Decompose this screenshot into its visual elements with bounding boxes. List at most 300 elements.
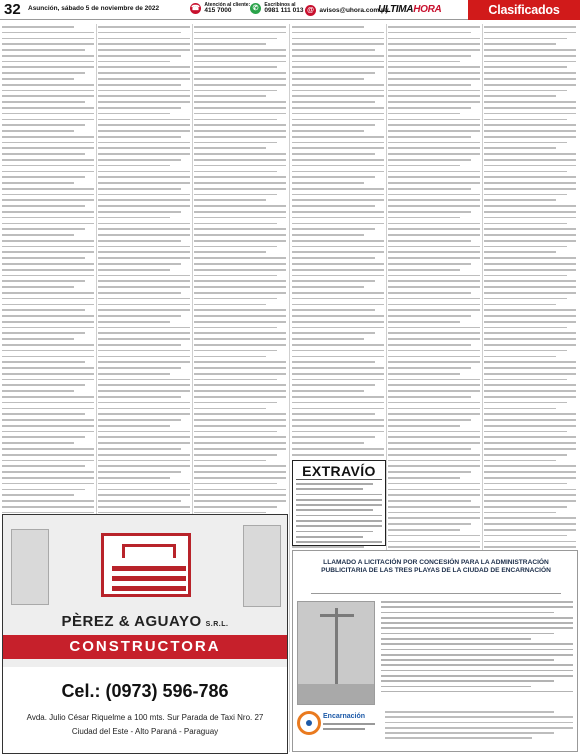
- page-header: [0, 0, 580, 20]
- text-line: [2, 448, 94, 450]
- text-line: [388, 72, 480, 74]
- text-line: [388, 379, 480, 381]
- text-line: [98, 344, 181, 346]
- text-line: [2, 199, 94, 201]
- text-line: [98, 234, 190, 236]
- text-line: [388, 78, 480, 80]
- text-line: [2, 43, 94, 45]
- text-line: [388, 390, 480, 392]
- text-line: [194, 338, 286, 340]
- text-line: [388, 471, 471, 473]
- text-line: [388, 321, 460, 323]
- text-line: [2, 182, 74, 184]
- text-line: [194, 350, 277, 352]
- text-line: [194, 292, 286, 294]
- text-line: [296, 499, 382, 501]
- text-line: [484, 506, 567, 508]
- text-line: [98, 182, 190, 184]
- text-line: [194, 275, 277, 277]
- text-line: [484, 165, 576, 167]
- text-line: [194, 136, 286, 138]
- text-line: [388, 529, 460, 531]
- company-city: Ciudad del Este - Alto Paraná - Paraguay: [71, 727, 219, 736]
- text-line: [2, 217, 94, 219]
- text-line: [98, 361, 190, 363]
- text-line: [484, 280, 576, 282]
- text-line: [98, 494, 190, 496]
- text-line: [2, 165, 94, 167]
- text-line: [194, 506, 277, 508]
- company-name-text: PÈREZ & AGUAYO: [61, 613, 202, 630]
- text-line: [388, 176, 480, 178]
- text-line: [484, 292, 576, 294]
- text-line: [292, 419, 384, 421]
- text-line: [292, 32, 384, 34]
- text-line: [292, 228, 375, 230]
- text-line: [98, 119, 190, 121]
- text-line: [292, 153, 375, 155]
- text-line: [98, 32, 181, 34]
- text-line: [292, 332, 375, 334]
- text-line: [484, 373, 576, 375]
- text-line: [388, 142, 480, 144]
- text-line: [296, 494, 382, 496]
- text-line: [296, 504, 382, 506]
- text-line: [388, 506, 480, 508]
- text-line: [388, 408, 480, 410]
- notice-body: [296, 483, 382, 543]
- text-line: [292, 90, 384, 92]
- text-line: [388, 373, 460, 375]
- text-line: [2, 356, 94, 358]
- text-line: [98, 332, 190, 334]
- text-line: [2, 251, 94, 253]
- text-line: [388, 32, 471, 34]
- text-line: [388, 309, 480, 311]
- text-line: [194, 107, 286, 109]
- text-line: [98, 350, 190, 352]
- text-line: [194, 234, 286, 236]
- text-line: [2, 246, 94, 248]
- text-line: [292, 61, 384, 63]
- text-line: [2, 38, 94, 40]
- text-line: [484, 523, 576, 525]
- text-line: [98, 402, 190, 404]
- text-line: [2, 442, 74, 444]
- text-line: [194, 327, 277, 329]
- text-line: [2, 49, 85, 51]
- text-line: [484, 205, 576, 207]
- text-line: [2, 176, 85, 178]
- text-line: [292, 159, 384, 161]
- text-line: [388, 182, 480, 184]
- text-line: [98, 448, 181, 450]
- text-line: [484, 408, 556, 410]
- text-line: [2, 142, 94, 144]
- text-line: [2, 84, 94, 86]
- text-line: [484, 176, 576, 178]
- text-line: [2, 194, 94, 196]
- text-line: [194, 413, 286, 415]
- text-line: [484, 234, 576, 236]
- text-line: [292, 95, 384, 97]
- text-line: [98, 506, 190, 508]
- text-line: [388, 494, 480, 496]
- text-line: [292, 286, 364, 288]
- text-line: [484, 321, 576, 323]
- text-line: [2, 223, 94, 225]
- text-line: [194, 489, 286, 491]
- text-line: [292, 205, 375, 207]
- text-line: [2, 298, 94, 300]
- text-line: [388, 107, 471, 109]
- text-line: [388, 84, 471, 86]
- text-line: [484, 194, 567, 196]
- text-line: [484, 38, 567, 40]
- text-line: [292, 251, 384, 253]
- text-line: [484, 147, 556, 149]
- text-line: [2, 113, 94, 115]
- text-line: [385, 716, 573, 718]
- text-line: [292, 315, 384, 317]
- text-line: [388, 119, 480, 121]
- text-line: [484, 95, 556, 97]
- text-line: [484, 263, 576, 265]
- text-line: [388, 147, 480, 149]
- text-line: [2, 257, 85, 259]
- text-line: [98, 327, 190, 329]
- text-line: [292, 361, 375, 363]
- text-line: [484, 130, 576, 132]
- column-divider: [289, 24, 290, 752]
- brand-logo-part2: HORA: [413, 4, 442, 15]
- text-line: [381, 659, 554, 661]
- text-line: [484, 338, 576, 340]
- text-line: [388, 338, 480, 340]
- text-line: [385, 711, 554, 713]
- text-line: [98, 194, 190, 196]
- text-line: [98, 113, 170, 115]
- tender-heading: LLAMADO A LICITACIÓN POR CONCESIÓN PARA LA ADMINISTRACIÓN PUBLICITARIA DE LAS TRES PLAYAS DE LA CIUDAD DE ENCARNACIÓN: [321, 559, 551, 574]
- text-line: [388, 350, 480, 352]
- text-line: [98, 292, 181, 294]
- text-line: [2, 477, 94, 479]
- text-line: [484, 356, 556, 358]
- text-line: [194, 246, 277, 248]
- text-line: [98, 396, 181, 398]
- text-line: [292, 171, 384, 173]
- text-line: [98, 43, 190, 45]
- text-line: [2, 240, 94, 242]
- text-line: [194, 171, 277, 173]
- text-line: [194, 298, 277, 300]
- text-line: [381, 649, 573, 651]
- text-line: [2, 344, 94, 346]
- text-line: [2, 269, 94, 271]
- text-line: [292, 147, 384, 149]
- text-line: [2, 500, 94, 502]
- text-line: [98, 280, 190, 282]
- text-line: [484, 529, 576, 531]
- text-line: [98, 460, 190, 462]
- text-line: [2, 280, 85, 282]
- text-line: [2, 315, 94, 317]
- text-line: [388, 263, 471, 265]
- whatsapp-contact: [250, 2, 303, 14]
- text-line: [292, 436, 375, 438]
- text-line: [484, 315, 576, 317]
- text-line: [292, 165, 384, 167]
- text-line: [98, 72, 190, 74]
- text-line: [98, 78, 190, 80]
- text-line: [381, 617, 573, 619]
- company-suffix: S.R.L.: [205, 621, 229, 628]
- customer-service-contact: [190, 2, 250, 14]
- text-line: [98, 384, 190, 386]
- text-line: [98, 217, 170, 219]
- text-line: [2, 107, 94, 109]
- text-line: [292, 257, 375, 259]
- text-line: [388, 95, 480, 97]
- text-line: [194, 43, 266, 45]
- text-line: [194, 425, 286, 427]
- text-line: [292, 136, 384, 138]
- construction-company-ad: [2, 514, 288, 754]
- company-logo-icon: [101, 533, 191, 597]
- text-line: [292, 379, 384, 381]
- municipality-logo: [297, 711, 377, 745]
- text-line: [484, 517, 576, 519]
- text-line: [2, 413, 85, 415]
- text-line: [484, 309, 576, 311]
- text-line: [98, 298, 190, 300]
- text-line: [484, 390, 576, 392]
- text-line: [388, 523, 471, 525]
- text-line: [388, 413, 480, 415]
- text-line: [2, 408, 94, 410]
- text-line: [484, 413, 576, 415]
- text-line: [381, 633, 554, 635]
- text-line: [296, 525, 382, 527]
- text-line: [388, 194, 480, 196]
- text-line: [388, 136, 471, 138]
- text-line: [484, 384, 576, 386]
- text-line: [194, 55, 286, 57]
- text-line: [484, 32, 576, 34]
- text-line: [98, 251, 190, 253]
- text-line: [381, 670, 573, 672]
- text-line: [484, 396, 576, 398]
- text-line: [194, 402, 277, 404]
- text-line: [388, 49, 480, 51]
- text-line: [385, 732, 554, 734]
- text-line: [98, 246, 190, 248]
- text-line: [194, 217, 286, 219]
- text-line: [2, 234, 74, 236]
- text-line: [194, 72, 286, 74]
- text-line: [98, 130, 190, 132]
- text-line: [484, 90, 567, 92]
- text-line: [296, 531, 373, 533]
- email-contact: [305, 5, 389, 16]
- text-line: [292, 234, 364, 236]
- text-line: [388, 269, 460, 271]
- text-line: [194, 494, 286, 496]
- text-line: [98, 228, 190, 230]
- text-line: [98, 379, 190, 381]
- text-line: [484, 471, 576, 473]
- text-line: [381, 601, 573, 603]
- text-line: [388, 205, 480, 207]
- text-line: [484, 182, 576, 184]
- text-line: [388, 234, 480, 236]
- text-line: [296, 541, 382, 543]
- text-line: [2, 384, 85, 386]
- text-line: [484, 431, 567, 433]
- text-line: [484, 425, 576, 427]
- text-line: [194, 384, 286, 386]
- text-line: [388, 361, 480, 363]
- text-line: [194, 356, 266, 358]
- text-line: [98, 500, 181, 502]
- text-line: [388, 315, 471, 317]
- text-line: [98, 240, 181, 242]
- text-line: [292, 344, 384, 346]
- text-line: [292, 350, 384, 352]
- text-line: [194, 240, 286, 242]
- text-line: [194, 431, 277, 433]
- text-line: [2, 471, 94, 473]
- company-phone: Cel.: (0973) 596-786: [61, 681, 229, 701]
- text-line: [98, 223, 190, 225]
- text-line: [98, 211, 181, 213]
- text-line: [484, 512, 556, 514]
- text-line: [388, 251, 480, 253]
- text-line: [194, 361, 286, 363]
- text-line: [194, 176, 286, 178]
- text-line: [2, 483, 94, 485]
- text-line: [388, 171, 480, 173]
- text-line: [194, 182, 286, 184]
- text-line: [388, 246, 480, 248]
- text-line: [2, 78, 74, 80]
- text-line: [2, 159, 94, 161]
- text-line: [194, 379, 277, 381]
- text-line: [381, 638, 531, 640]
- text-line: [194, 408, 266, 410]
- text-line: [98, 408, 190, 410]
- text-line: [194, 188, 286, 190]
- text-line: [484, 171, 567, 173]
- text-line: [381, 606, 573, 608]
- text-line: [484, 269, 576, 271]
- text-line: [292, 113, 384, 115]
- text-line: [292, 442, 364, 444]
- text-line: [388, 327, 480, 329]
- text-line: [381, 627, 573, 629]
- text-line: [2, 436, 85, 438]
- text-line: [98, 431, 190, 433]
- text-line: [292, 211, 384, 213]
- text-line: [2, 286, 74, 288]
- text-line: [98, 136, 181, 138]
- text-line: [98, 263, 181, 265]
- text-line: [194, 165, 286, 167]
- text-line: [194, 448, 286, 450]
- text-line: [194, 211, 286, 213]
- text-line: [484, 546, 576, 548]
- text-line: [194, 130, 286, 132]
- text-line: [194, 199, 266, 201]
- beach-photo: [297, 601, 375, 705]
- text-line: [292, 413, 375, 415]
- text-line: [484, 107, 576, 109]
- text-line: [98, 454, 190, 456]
- text-line: [98, 471, 181, 473]
- text-line: [292, 338, 364, 340]
- text-line: [484, 402, 567, 404]
- text-line: [194, 332, 286, 334]
- text-line: [296, 515, 382, 517]
- text-line: [194, 304, 266, 306]
- text-line: [388, 448, 471, 450]
- text-line: [194, 153, 286, 155]
- text-line: [292, 546, 364, 548]
- text-line: [2, 55, 94, 57]
- text-line: [381, 612, 554, 614]
- text-line: [98, 436, 190, 438]
- municipality-emblem-icon: [297, 711, 321, 735]
- text-line: [194, 205, 286, 207]
- whatsapp-number: 0981 111 013: [264, 7, 304, 14]
- text-line: [2, 26, 74, 28]
- text-line: [388, 124, 480, 126]
- text-line: [2, 153, 85, 155]
- text-line: [98, 483, 190, 485]
- text-line: [292, 55, 384, 57]
- text-line: [194, 286, 286, 288]
- text-line: [2, 402, 94, 404]
- text-line: [194, 49, 286, 51]
- text-line: [484, 332, 576, 334]
- text-line: [194, 280, 286, 282]
- text-line: [484, 275, 567, 277]
- text-line: [388, 535, 480, 537]
- text-line: [292, 130, 364, 132]
- text-line: [385, 722, 573, 724]
- text-line: [2, 32, 94, 34]
- text-line: [292, 182, 364, 184]
- text-line: [98, 338, 190, 340]
- text-line: [2, 489, 85, 491]
- text-line: [388, 240, 471, 242]
- text-line: [2, 136, 94, 138]
- text-line: [484, 367, 576, 369]
- text-line: [98, 142, 190, 144]
- text-line: [388, 211, 471, 213]
- company-activity-band: CONSTRUCTORA: [3, 635, 287, 659]
- text-line: [2, 506, 94, 508]
- customer-service-label: Atención al cliente:: [204, 2, 251, 8]
- text-line: [388, 454, 480, 456]
- text-line: [98, 176, 190, 178]
- text-line: [98, 321, 170, 323]
- date-line: Asunción, sábado 5 de noviembre de 2022: [28, 5, 160, 12]
- text-line: [292, 142, 384, 144]
- text-line: [2, 188, 94, 190]
- text-line: [2, 321, 94, 323]
- text-line: [194, 477, 286, 479]
